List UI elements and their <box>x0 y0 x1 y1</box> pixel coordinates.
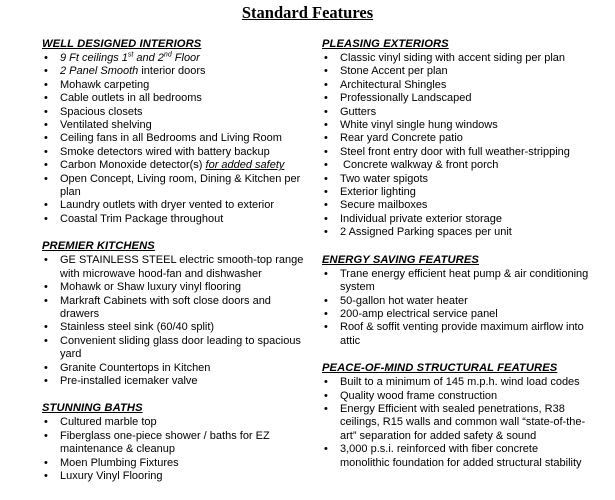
list-item: • Exterior lighting <box>322 186 590 199</box>
list-item: • Secure mailboxes <box>322 199 590 212</box>
kitchens-section <box>42 240 304 388</box>
list-item: • Coastal Trim Package throughout <box>42 213 304 226</box>
list-item: • Built to a minimum of 145 m.p.h. wind load codes <box>322 376 590 389</box>
structural-list <box>322 376 590 470</box>
list-item: • Roof & soffit venting provide maximum airflow into attic <box>322 321 590 348</box>
interiors-section <box>42 38 304 226</box>
list-item: • Quality wood frame construction <box>322 390 590 403</box>
list-item: • Spacious closets <box>42 106 304 119</box>
list-item: • Mohawk or Shaw luxury vinyl flooring <box>42 281 304 294</box>
structural-section <box>322 362 590 470</box>
superscript: nd <box>163 51 172 59</box>
item-text: interior doors <box>138 65 206 78</box>
list-item: • Trane energy efficient heat pump & air conditioning system <box>322 268 590 295</box>
list-item: • White vinyl single hung windows <box>322 119 590 132</box>
interiors-list <box>42 52 304 226</box>
list-item: • Cable outlets in all bedrooms <box>42 92 304 105</box>
energy-section <box>322 254 590 348</box>
list-item: • Rear yard Concrete patio <box>322 132 590 145</box>
list-item: • Mohawk carpeting <box>42 79 304 92</box>
baths-heading: STUNNING BATHS <box>42 402 143 415</box>
list-item: • Laundry outlets with dryer vented to exterior <box>42 199 304 212</box>
baths-list <box>42 416 304 483</box>
exteriors-section <box>322 38 590 240</box>
exteriors-heading: PLEASING EXTERIORS <box>322 38 449 50</box>
list-item: • Stone Accent per plan <box>322 65 590 78</box>
item-underlined-text: for added safety <box>205 159 285 172</box>
list-item: • 3,000 p.s.i. reinforced with fiber concrete monolithic foundation for added structural stability <box>322 443 590 470</box>
list-item: • Energy Efficient with sealed penetrations, R38 ceilings, R15 walls and common wall “state-of-the-art” separation for added safety & sound <box>322 403 590 443</box>
item-text: 9 Ft ceilings 1 <box>60 52 128 64</box>
list-item: • Granite Countertops in Kitchen <box>42 362 304 375</box>
exteriors-list <box>322 52 590 240</box>
item-text: Floor <box>171 52 200 64</box>
item-text: and 2 <box>133 52 164 64</box>
list-item: • GE STAINLESS STEEL electric smooth-top range with microwave hood-fan and dishwasher <box>42 254 304 281</box>
list-item <box>42 65 304 78</box>
energy-heading: ENERGY SAVING FEATURES <box>322 253 479 266</box>
structural-heading: PEACE-OF-MIND STRUCTURAL FEATURES <box>322 362 558 375</box>
list-item: • Gutters <box>322 106 590 119</box>
item-text: Carbon Monoxide detector(s) <box>60 159 206 172</box>
list-item: • Classic vinyl siding with accent siding per plan <box>322 52 590 65</box>
list-item: • Architectural Shingles <box>322 79 590 92</box>
list-item: • Smoke detectors wired with battery backup <box>42 146 304 159</box>
list-item: • Individual private exterior storage <box>322 213 590 226</box>
list-item: • Convenient sliding glass door leading to spacious yard <box>42 335 304 362</box>
list-item: • Two water spigots <box>322 173 590 186</box>
list-item: • Professionally Landscaped <box>322 92 590 105</box>
list-item <box>42 159 304 172</box>
list-item: • Steel front entry door with full weather-stripping <box>322 146 590 159</box>
interiors-heading: WELL DESIGNED INTERIORS <box>42 38 202 50</box>
list-item <box>42 52 304 65</box>
superscript: st <box>127 51 134 59</box>
kitchens-list <box>42 254 304 388</box>
list-item: • 2 Assigned Parking spaces per unit <box>322 226 590 239</box>
list-item: • Open Concept, Living room, Dining & Kitchen per plan <box>42 173 304 200</box>
list-item: • 50-gallon hot water heater <box>322 295 590 308</box>
page-title: Standard Features <box>241 3 374 22</box>
right-column <box>322 38 590 484</box>
list-item: • Pre-installed icemaker valve <box>42 375 304 388</box>
list-item: • Moen Plumbing Fixtures <box>42 457 304 470</box>
energy-list <box>322 268 590 348</box>
baths-section <box>42 402 304 483</box>
list-item: • Ceiling fans in all Bedrooms and Living Room <box>42 132 304 145</box>
list-item: • Concrete walkway & front porch <box>322 159 590 172</box>
list-item: • Fiberglass one-piece shower / baths for EZ maintenance & cleanup <box>42 430 304 457</box>
list-item: • Markraft Cabinets with soft close doors and drawers <box>42 295 304 322</box>
item-italic-text: 2 Panel Smooth <box>60 65 139 78</box>
list-item: • Cultured marble top <box>42 416 304 429</box>
left-column <box>42 38 304 497</box>
list-item: • Luxury Vinyl Flooring <box>42 470 304 483</box>
list-item: • 200-amp electrical service panel <box>322 308 590 321</box>
list-item: • Ventilated shelving <box>42 119 304 132</box>
list-item: • Stainless steel sink (60/40 split) <box>42 321 304 334</box>
kitchens-heading: PREMIER KITCHENS <box>42 240 155 253</box>
